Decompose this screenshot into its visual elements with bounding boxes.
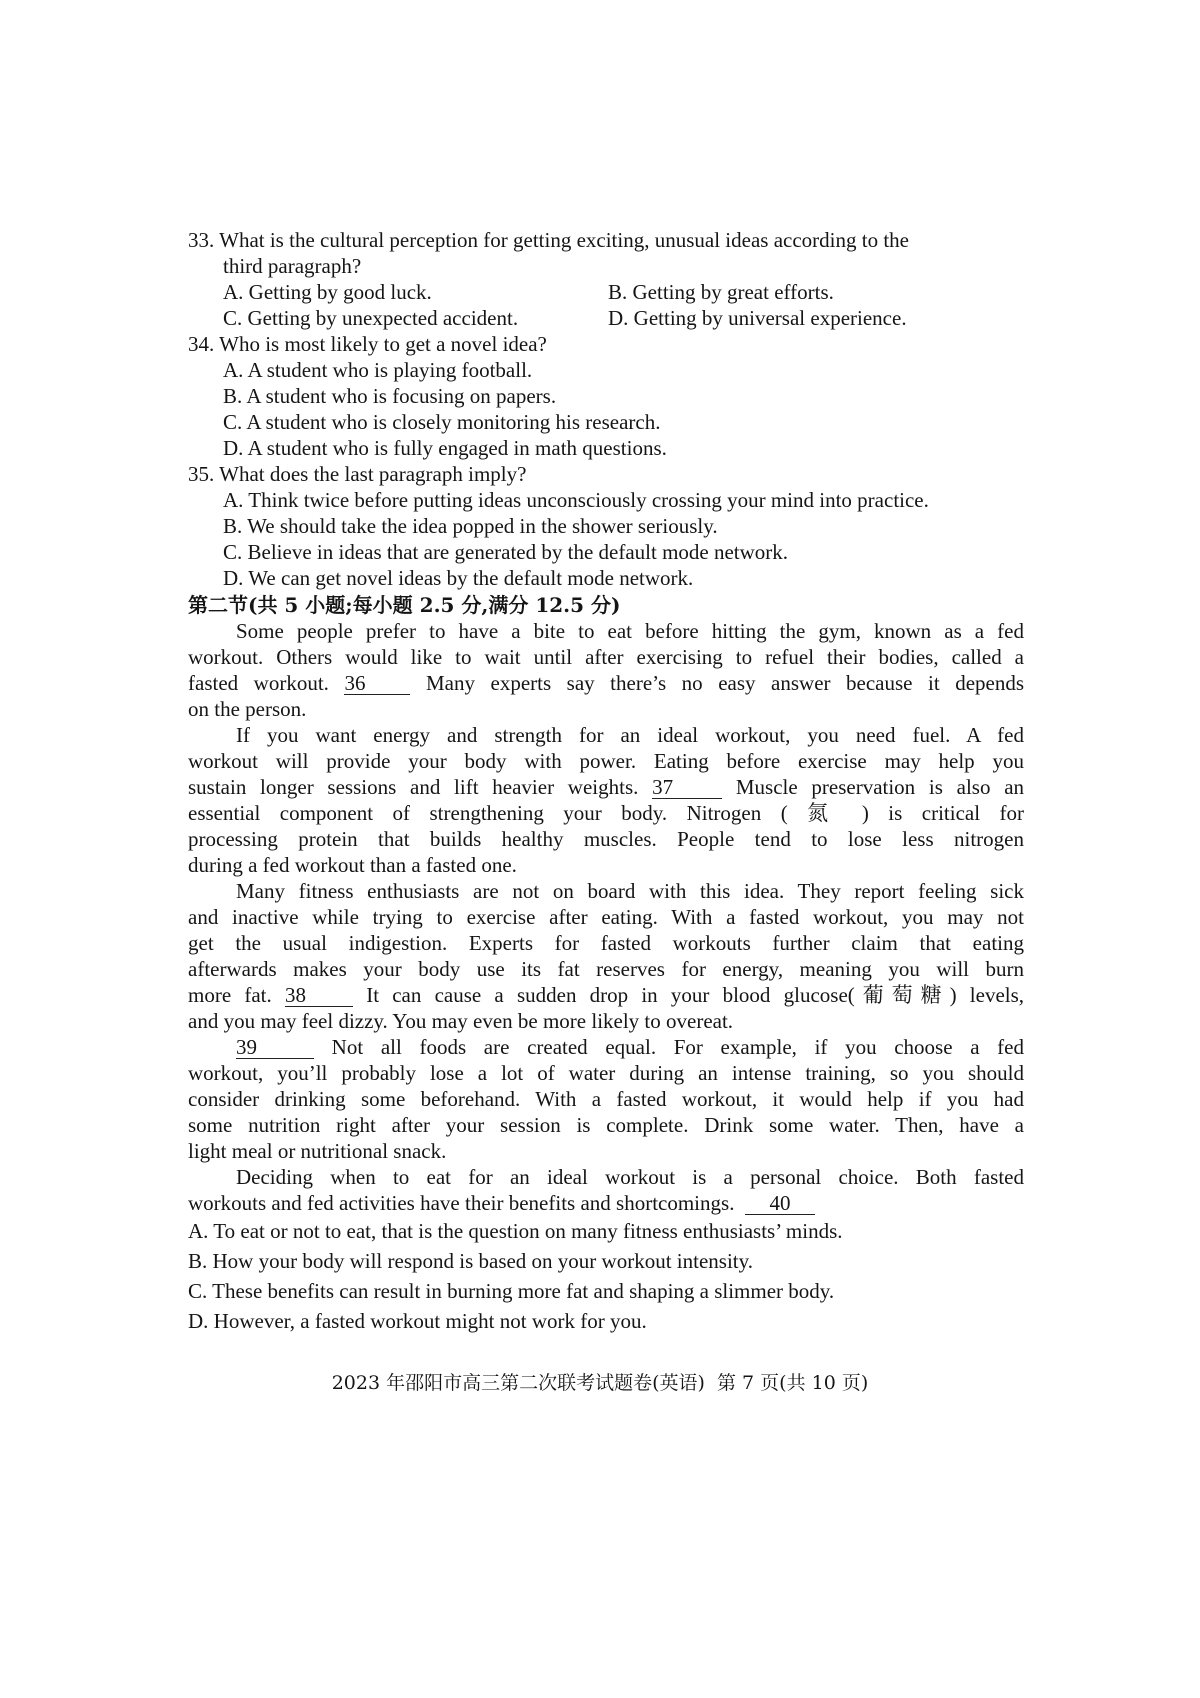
- blank-39: 39: [236, 1036, 314, 1059]
- question-34-option-b: B. A student who is focusing on papers.: [223, 384, 557, 408]
- passage-p1-line-4: on the person.: [188, 697, 307, 721]
- passage-p1-line-3: fasted workout. 36 Many experts say there’s no easy answer because it depends: [188, 671, 1025, 695]
- question-33-option-d: D. Getting by universal experience.: [608, 306, 907, 330]
- passage-p2-line-6: during a fed workout than a fasted one.: [188, 853, 517, 877]
- choice-b: B. How your body will respond is based on your workout intensity.: [188, 1249, 754, 1273]
- question-34-option-c: C. A student who is closely monitoring his research.: [223, 410, 661, 434]
- passage-p2-line-2: workout will provide your body with power. Eating before exercise may help you: [188, 749, 1024, 773]
- passage-p4-line-1: 39 Not all foods are created equal. For example, if you choose a fed: [236, 1035, 1024, 1059]
- question-33-stem: 33. What is the cultural perception for getting exciting, unusual ideas according to the: [188, 228, 909, 252]
- passage-p1-line-2: workout. Others would like to wait until after exercising to refuel their bodies, called a: [188, 645, 1024, 669]
- blank-36: 36: [344, 672, 410, 695]
- passage-p5-line-2: workouts and fed activities have their benefits and shortcomings. 40: [188, 1190, 815, 1216]
- passage-p3-line-2: and inactive while trying to exercise after eating. With a fasted workout, you may not: [188, 905, 1024, 929]
- section-2-title: 第二节(共 5 小题;每小题 2.5 分,满分 12.5 分): [188, 593, 621, 617]
- question-33-stem-cont: third paragraph?: [223, 254, 362, 278]
- blank-38: 38: [285, 984, 353, 1007]
- question-34-stem: 34. Who is most likely to get a novel idea?: [188, 332, 547, 356]
- question-33-option-a: A. Getting by good luck.: [223, 280, 432, 304]
- question-34-option-a: A. A student who is playing football.: [223, 358, 533, 382]
- choice-c: C. These benefits can result in burning more fat and shaping a slimmer body.: [188, 1279, 835, 1303]
- question-35-option-c: C. Believe in ideas that are generated by the default mode network.: [223, 540, 789, 564]
- blank-40: 40: [745, 1192, 815, 1215]
- passage-p3-line-4: afterwards makes your body use its fat reserves for energy, meaning you will burn: [188, 957, 1024, 981]
- passage-p2-line-3: sustain longer sessions and lift heavier weights. 37 Muscle preservation is also an: [188, 775, 1025, 799]
- passage-p5-line-1: Deciding when to eat for an ideal workout is a personal choice. Both fasted: [236, 1165, 1024, 1189]
- question-33-option-b: B. Getting by great efforts.: [608, 280, 834, 304]
- passage-p2-line-4: essential component of strengthening your body. Nitrogen ( 氮 ) is critical for: [188, 801, 1024, 825]
- question-35-option-d: D. We can get novel ideas by the default mode network.: [223, 566, 694, 590]
- passage-p1-line-1: Some people prefer to have a bite to eat before hitting the gym, known as a fed: [236, 619, 1024, 643]
- choice-d: D. However, a fasted workout might not work for you.: [188, 1309, 647, 1333]
- passage-p3-line-3: get the usual indigestion. Experts for fasted workouts further claim that eating: [188, 931, 1024, 955]
- passage-p2-line-5: processing protein that builds healthy muscles. People tend to lose less nitrogen: [188, 827, 1024, 851]
- question-35-option-b: B. We should take the idea popped in the shower seriously.: [223, 514, 718, 538]
- passage-p3-line-1: Many fitness enthusiasts are not on board with this idea. They report feeling sick: [236, 879, 1024, 903]
- passage-p4-line-3: consider drinking some beforehand. With a fasted workout, it would help if you had: [188, 1087, 1024, 1111]
- passage-p4-line-2: workout, you’ll probably lose a lot of water during an intense training, so you should: [188, 1061, 1024, 1085]
- question-34-option-d: D. A student who is fully engaged in math questions.: [223, 436, 667, 460]
- passage-p4-line-4: some nutrition right after your session is complete. Drink some water. Then, have a: [188, 1113, 1024, 1137]
- passage-p3-line-5: more fat. 38 It can cause a sudden drop in your blood glucose(葡萄糖) levels,: [188, 983, 1025, 1007]
- passage-p3-line-6: and you may feel dizzy. You may even be more likely to overeat.: [188, 1009, 734, 1033]
- blank-37: 37: [652, 776, 722, 799]
- page-footer: 2023 年邵阳市高三第二次联考试题卷(英语) 第 7 页(共 10 页): [331, 1372, 869, 1394]
- question-35-stem: 35. What does the last paragraph imply?: [188, 462, 527, 486]
- question-33-option-c: C. Getting by unexpected accident.: [223, 306, 519, 330]
- question-35-option-a: A. Think twice before putting ideas unconsciously crossing your mind into practice.: [223, 488, 929, 512]
- passage-p2-line-1: If you want energy and strength for an ideal workout, you need fuel. A fed: [236, 723, 1024, 747]
- choice-a: A. To eat or not to eat, that is the question on many fitness enthusiasts’ minds.: [188, 1219, 843, 1243]
- passage-p4-line-5: light meal or nutritional snack.: [188, 1139, 447, 1163]
